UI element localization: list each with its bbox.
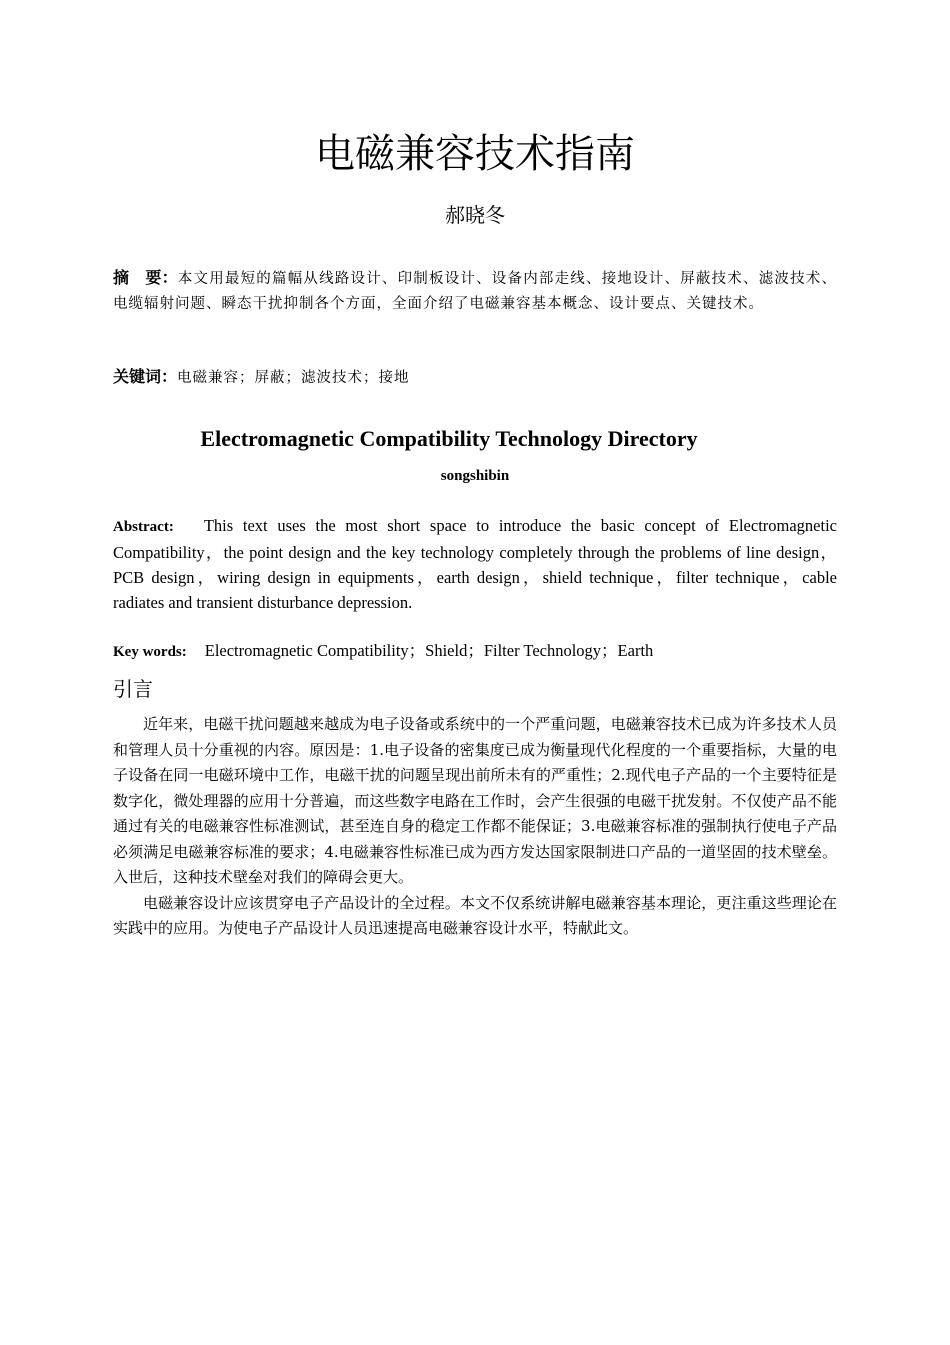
chinese-keywords-text: 电磁兼容；屏蔽；滤波技术；接地	[177, 370, 410, 386]
english-keywords-text: Electromagnetic Compatibility；Shield；Filter Technology；Earth	[204, 641, 654, 660]
chinese-abstract-text: 本文用最短的篇幅从线路设计、印制板设计、设备内部走线、接地设计、屏蔽技术、滤波技术、电缆辐射问题、瞬态干扰抑制各个方面，全面介绍了电磁兼容基本概念、设计要点、关键技术。	[113, 271, 837, 312]
english-title: Electromagnetic Compatibility Technology Directory	[200, 426, 698, 451]
english-abstract-text: This text uses the most short space to introduce the basic concept of Electromagnetic Compatibility，the point design and the key technology completely through the problems of line design，PCB design，wiring design in equipments，earth design，shield technique，filter technique，cable radiates and transient disturbance depression.	[113, 516, 837, 612]
introduction-paragraph: 近年来，电磁干扰问题越来越成为电子设备或系统中的一个严重问题，电磁兼容技术已成为许多技术人员和管理人员十分重视的内容。原因是：1.电子设备的密集度已成为衡量现代化程度的一个重要指标，大量的电子设备在同一电磁环境中工作，电磁干扰的问题呈现出前所未有的严重性；2.现代电子产品的一个主要特征是数字化，微处理器的应用十分普遍，而这些数字电路在工作时，会产生很强的电磁干扰发射。不仅使产品不能通过有关的电磁兼容性标准测试，甚至连自身的稳定工作都不能保证；3.电磁兼容标准的强制执行使电子产品必须满足电磁兼容标准的要求；4.电磁兼容性标准已成为西方发达国家限制进口产品的一道坚固的技术壁垒。入世后，这种技术壁垒对我们的障碍会更大。	[113, 715, 837, 886]
chinese-author: 郝晓冬	[445, 203, 505, 227]
english-author: songshibin	[440, 468, 510, 484]
english-keywords-label: Key words:	[113, 644, 187, 660]
introduction-paragraph: 电磁兼容设计应该贯穿电子产品设计的全过程。本文不仅系统讲解电磁兼容基本理论，更注重这些理论在实践中的应用。为使电子产品设计人员迅速提高电磁兼容设计水平，特献此文。	[113, 893, 837, 937]
english-abstract	[113, 513, 837, 615]
chinese-abstract-label: 摘 要：	[113, 268, 178, 287]
chinese-keywords-label: 关键词：	[113, 367, 178, 386]
introduction-body	[113, 712, 837, 942]
chinese-keywords	[113, 365, 837, 390]
english-abstract-label: Abstract:	[113, 519, 174, 535]
chinese-title: 电磁兼容技术指南	[315, 131, 635, 177]
section-heading-introduction: 引言	[113, 677, 153, 701]
chinese-abstract	[113, 265, 837, 317]
english-keywords	[113, 638, 837, 665]
